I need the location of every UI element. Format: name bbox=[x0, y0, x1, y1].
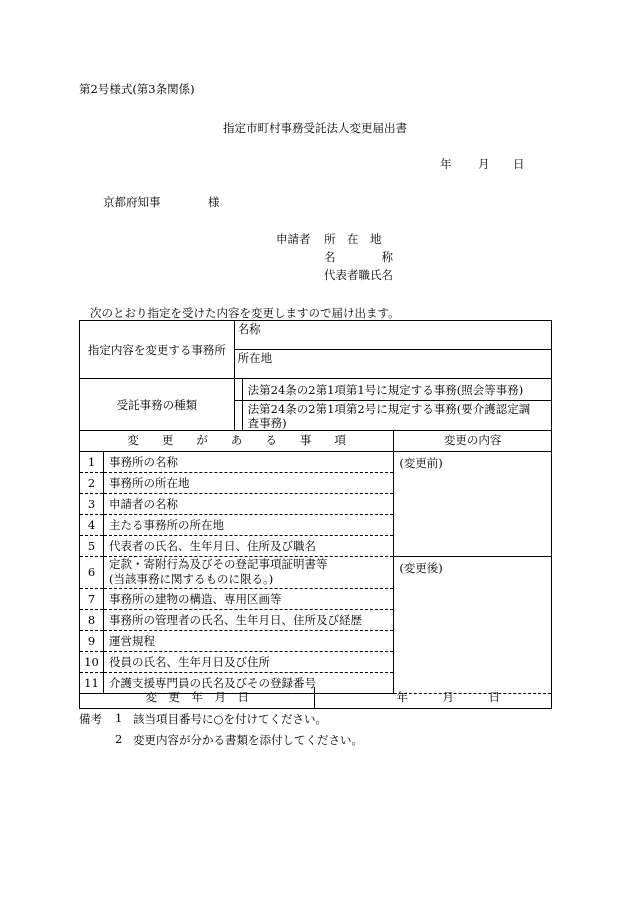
item-text-9: 運営規程 bbox=[103, 630, 393, 651]
item-no-5: 5 bbox=[80, 535, 104, 556]
office-table bbox=[79, 320, 552, 431]
office-label: 指定内容を変更する事務所 bbox=[80, 321, 235, 379]
service-option-2-line2: 査事務) bbox=[247, 415, 287, 430]
change-date-table bbox=[79, 687, 552, 709]
notes-label: 備考 bbox=[79, 712, 102, 726]
item-text-3: 申請者の名称 bbox=[103, 493, 393, 514]
item-text-2: 事務所の所在地 bbox=[103, 472, 393, 493]
item-text-7: 事務所の建物の構造、専用区画等 bbox=[103, 588, 393, 609]
item-no-3: 3 bbox=[80, 493, 104, 514]
item-text-11: 介護支援専門員の氏名及びその登録番号 bbox=[103, 672, 393, 693]
addressee-name: 京都府知事 bbox=[103, 195, 161, 209]
applicant-address-label: 所 在 地 bbox=[324, 232, 382, 246]
item-text-6-line2: (当該事務に関するものに限る。) bbox=[108, 572, 274, 586]
note-no-1: 1 bbox=[115, 711, 123, 725]
office-address-cell[interactable] bbox=[234, 350, 551, 379]
item-text-6 bbox=[103, 556, 393, 588]
item-no-2: 2 bbox=[80, 472, 104, 493]
item-text-1: 事務所の名称 bbox=[103, 451, 393, 472]
note-no-2: 2 bbox=[115, 732, 123, 746]
office-address-label: 所在地 bbox=[237, 351, 273, 365]
office-name-cell[interactable] bbox=[234, 321, 551, 350]
change-before-label: (変更前) bbox=[399, 455, 443, 470]
item-no-6: 6 bbox=[80, 556, 104, 588]
change-after-label: (変更後) bbox=[399, 560, 443, 575]
service-option-2 bbox=[242, 401, 551, 431]
form-number: 第2号様式(第3条関係) bbox=[79, 82, 195, 96]
item-no-10: 10 bbox=[80, 651, 104, 672]
item-no-1: 1 bbox=[80, 451, 104, 472]
office-name-label: 名称 bbox=[237, 322, 261, 336]
item-no-9: 9 bbox=[80, 630, 104, 651]
applicant-label: 申請者 bbox=[276, 232, 311, 246]
date-day-label: 日 bbox=[513, 157, 525, 171]
item-text-6-line1: 定款・寄附行為及びその登記事項証明書等 bbox=[108, 557, 328, 571]
item-no-4: 4 bbox=[80, 514, 104, 535]
change-date-label: 変 更 年 月 日 bbox=[80, 687, 315, 708]
change-before-cell[interactable] bbox=[394, 451, 552, 556]
item-text-4: 主たる事務所の所在地 bbox=[103, 514, 393, 535]
item-text-8: 事務所の管理者の氏名、生年月日、住所及び経歴 bbox=[103, 609, 393, 630]
item-no-7: 7 bbox=[80, 588, 104, 609]
service-option-2-line1: 法第24条の2第1項第2号に規定する事務(要介護認定調 bbox=[247, 401, 531, 416]
date-month-label: 月 bbox=[478, 157, 490, 171]
note-text-1: 該当項目番号に○を付けてください。 bbox=[133, 712, 328, 726]
item-text-10: 役員の氏名、生年月日及び住所 bbox=[103, 651, 393, 672]
item-no-8: 8 bbox=[80, 609, 104, 630]
date-year-label: 年 bbox=[440, 157, 452, 171]
service-label: 受託事務の種類 bbox=[80, 379, 235, 431]
changes-table bbox=[79, 430, 552, 694]
change-after-cell[interactable] bbox=[394, 556, 552, 693]
applicant-rep-label: 代表者職氏名 bbox=[324, 268, 393, 282]
change-date-value[interactable]: 年 月 日 bbox=[315, 687, 552, 708]
service-check-1[interactable] bbox=[234, 379, 242, 401]
changes-header-content: 変更の内容 bbox=[394, 430, 552, 451]
service-check-2[interactable] bbox=[234, 401, 242, 431]
changes-header-items: 変 更 が あ る 事 項 bbox=[80, 430, 394, 451]
service-option-1: 法第24条の2第1項第1号に規定する事務(照会等事務) bbox=[242, 379, 551, 401]
addressee-honorific: 様 bbox=[208, 195, 220, 209]
item-no-11: 11 bbox=[80, 672, 104, 693]
note-text-2: 変更内容が分かる書類を添付してください。 bbox=[133, 733, 363, 747]
intro-text: 次のとおり指定を受けた内容を変更しますので届け出ます。 bbox=[90, 306, 400, 320]
item-text-5: 代表者の氏名、生年月日、住所及び職名 bbox=[103, 535, 393, 556]
applicant-name-label: 名 称 bbox=[324, 250, 393, 264]
form-title: 指定市町村事務受託法人変更届出書 bbox=[223, 121, 407, 135]
